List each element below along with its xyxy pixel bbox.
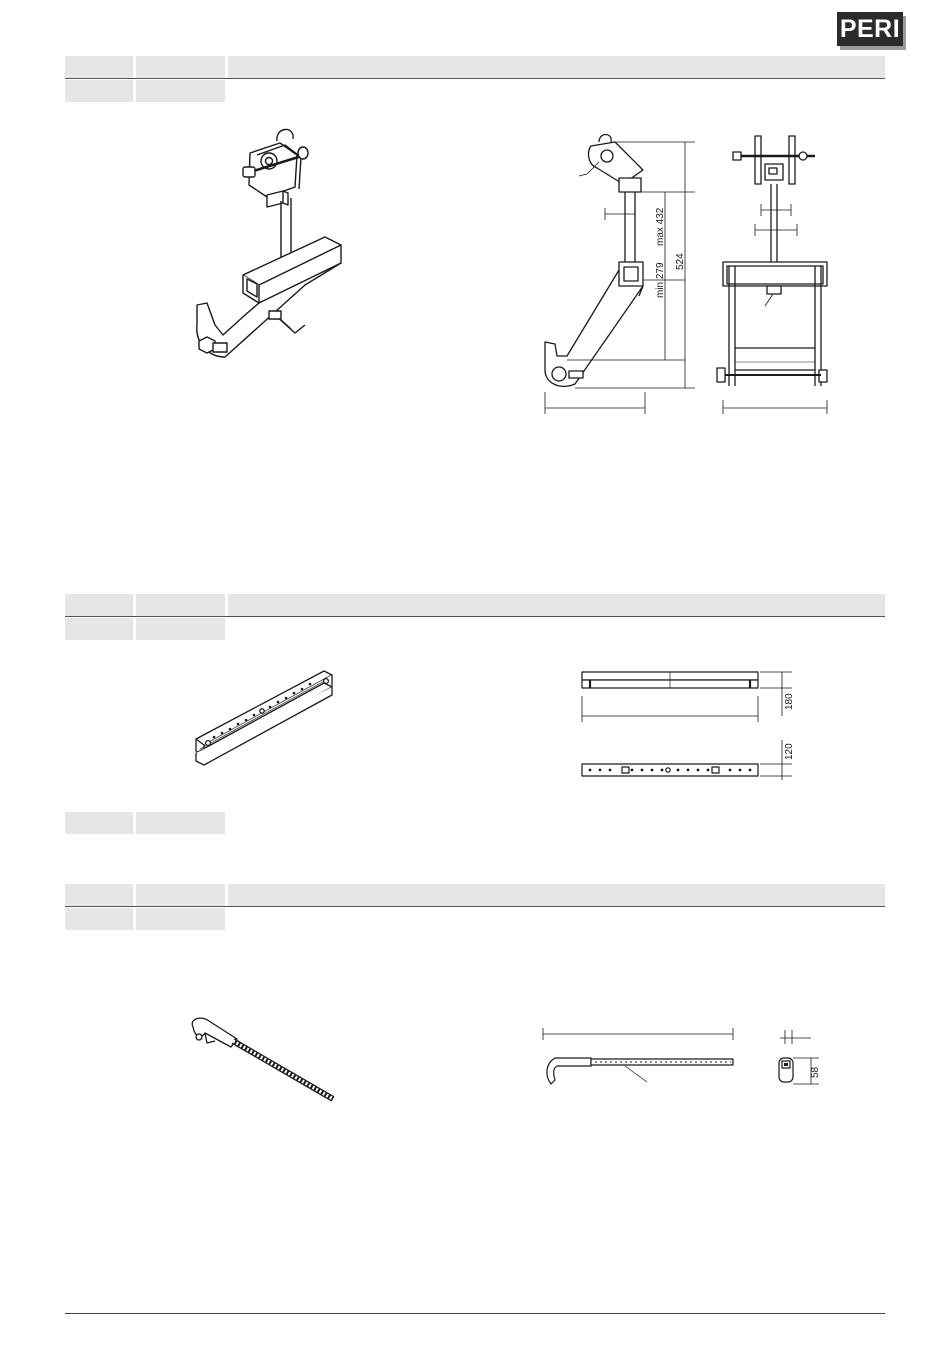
section-2-header-row <box>65 594 885 617</box>
section-3-header-row <box>65 884 885 907</box>
section-1-weight-cell <box>136 56 225 78</box>
rail-isometric-drawing <box>190 665 340 770</box>
dimension-min-label: min 279 <box>655 262 666 298</box>
section-2-description-cell <box>228 594 885 616</box>
section-3-article-no-cell <box>65 884 133 906</box>
dimension-max-label: max 432 <box>655 207 666 246</box>
section-2-sub-row <box>65 618 230 640</box>
section-3-weight-cell <box>136 884 225 906</box>
section-1-sub-row <box>65 80 230 102</box>
section-2-weight-cell <box>136 594 225 616</box>
lifting-hook-side-view-drawing <box>535 130 705 420</box>
dimension-height-label: 524 <box>675 253 686 270</box>
peri-logo <box>837 12 903 46</box>
section-1-description-cell <box>228 56 885 78</box>
section-2-sub-cell-1 <box>65 618 133 640</box>
lifting-hook-isometric-drawing <box>185 125 355 375</box>
section-3-sub-cell-2 <box>136 908 225 930</box>
logo-text: PERI <box>839 14 901 43</box>
dimension-rail-height-a: 180 <box>784 693 795 710</box>
section-2-extra-cell-2 <box>136 812 225 834</box>
section-3-description-cell <box>228 884 885 906</box>
section-3-sub-row <box>65 908 230 930</box>
hook-rod-orthographic-drawing <box>535 1020 825 1100</box>
footer-divider <box>65 1313 885 1314</box>
section-2-extra-cell-1 <box>65 812 133 834</box>
section-3-sub-cell-1 <box>65 908 133 930</box>
section-1-sub-cell-1 <box>65 80 133 102</box>
section-1-article-no-cell <box>65 56 133 78</box>
dimension-rail-height-b: 120 <box>784 743 795 760</box>
section-2-extra-row <box>65 812 230 834</box>
section-1-header-row <box>65 56 885 79</box>
hook-rod-isometric-drawing <box>185 1015 345 1110</box>
section-2-sub-cell-2 <box>136 618 225 640</box>
section-2-article-no-cell <box>65 594 133 616</box>
lifting-hook-front-view-drawing <box>715 130 835 420</box>
section-1-sub-cell-2 <box>136 80 225 102</box>
dimension-hook-rod-height: 58 <box>810 1066 821 1078</box>
rail-orthographic-drawing <box>570 660 810 790</box>
